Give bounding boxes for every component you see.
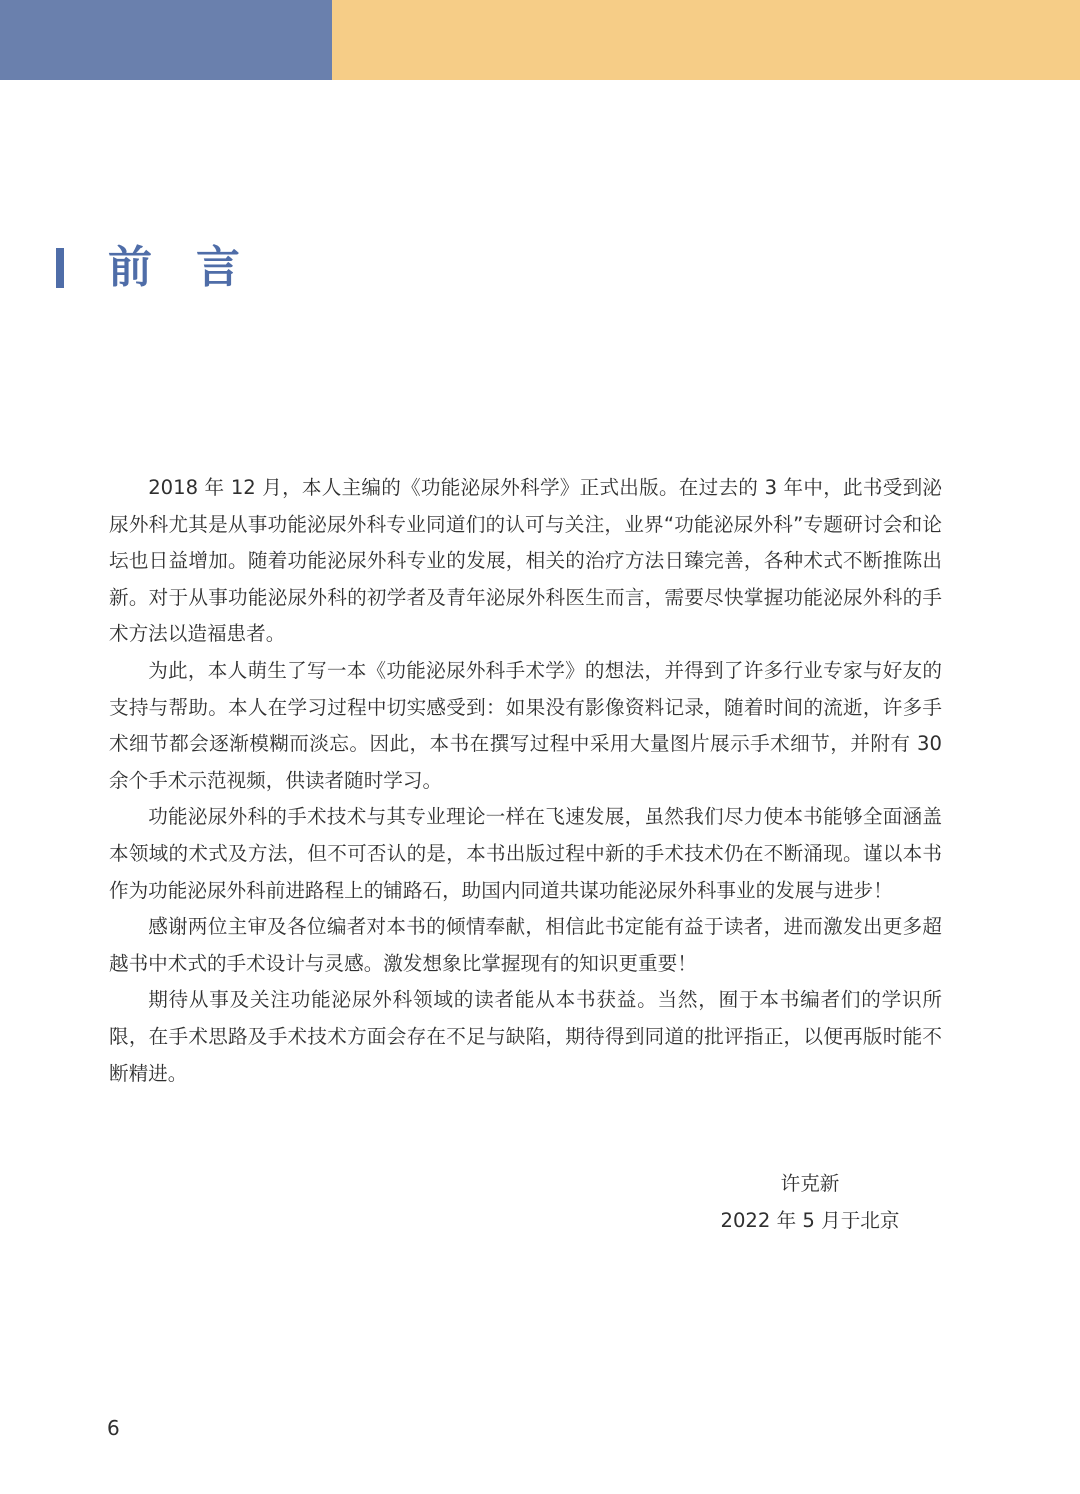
signature-date: 2022 年 5 月于北京 bbox=[720, 1208, 900, 1232]
title-block bbox=[56, 240, 284, 296]
paragraph-4: 感谢两位主审及各位编者对本书的倾情奉献，相信此书定能有益于读者，进而激发出更多超越书中术式的手术设计与灵感。激发想象比掌握现有的知识更重要！ bbox=[109, 915, 942, 975]
author-name: 许克新 bbox=[780, 1172, 840, 1195]
signature-block bbox=[700, 1166, 920, 1239]
page-title: 前言 bbox=[108, 242, 284, 293]
paragraph-1: 2018 年 12 月，本人主编的《功能泌尿外科学》正式出版。在过去的 3 年中，此书受到泌尿外科尤其是从事功能泌尿外科专业同道们的认可与关注，业界“功能泌尿外科”专题研讨会和论坛也日益增加。随着功能泌尿外科专业的发展，相关的治疗方法日臻完善，各种术式不断推陈出新。对于从事功能泌尿外科的初学者及青年泌尿外科医生而言，需要尽快掌握功能泌尿外科的手术方法以造福患者。 bbox=[109, 476, 942, 646]
title-accent-bar bbox=[56, 248, 64, 288]
header-blue-block bbox=[0, 0, 332, 80]
paragraph-2: 为此，本人萌生了写一本《功能泌尿外科手术学》的想法，并得到了许多行业专家与好友的支持与帮助。本人在学习过程中切实感受到：如果没有影像资料记录，随着时间的流逝，许多手术细节都会逐渐模糊而淡忘。因此，本书在撰写过程中采用大量图片展示手术细节，并附有 30 余个手术示范视频，供读者随时学习。 bbox=[109, 658, 942, 792]
paragraph-5: 期待从事及关注功能泌尿外科领域的读者能从本书获益。当然，囿于本书编者们的学识所限，在手术思路及手术技术方面会存在不足与缺陷，期待得到同道的批评指正，以便再版时能不断精进。 bbox=[109, 988, 942, 1085]
header-color-bar bbox=[0, 0, 1080, 80]
preface-body bbox=[109, 470, 942, 1092]
header-yellow-block bbox=[332, 0, 1080, 80]
paragraph-3: 功能泌尿外科的手术技术与其专业理论一样在飞速发展，虽然我们尽力使本书能够全面涵盖本领域的术式及方法，但不可否认的是，本书出版过程中新的手术技术仍在不断涌现。谨以本书作为功能泌尿外科前进路程上的铺路石，助国内同道共谋功能泌尿外科事业的发展与进步！ bbox=[109, 805, 942, 902]
page-number: 6 bbox=[107, 1416, 120, 1440]
